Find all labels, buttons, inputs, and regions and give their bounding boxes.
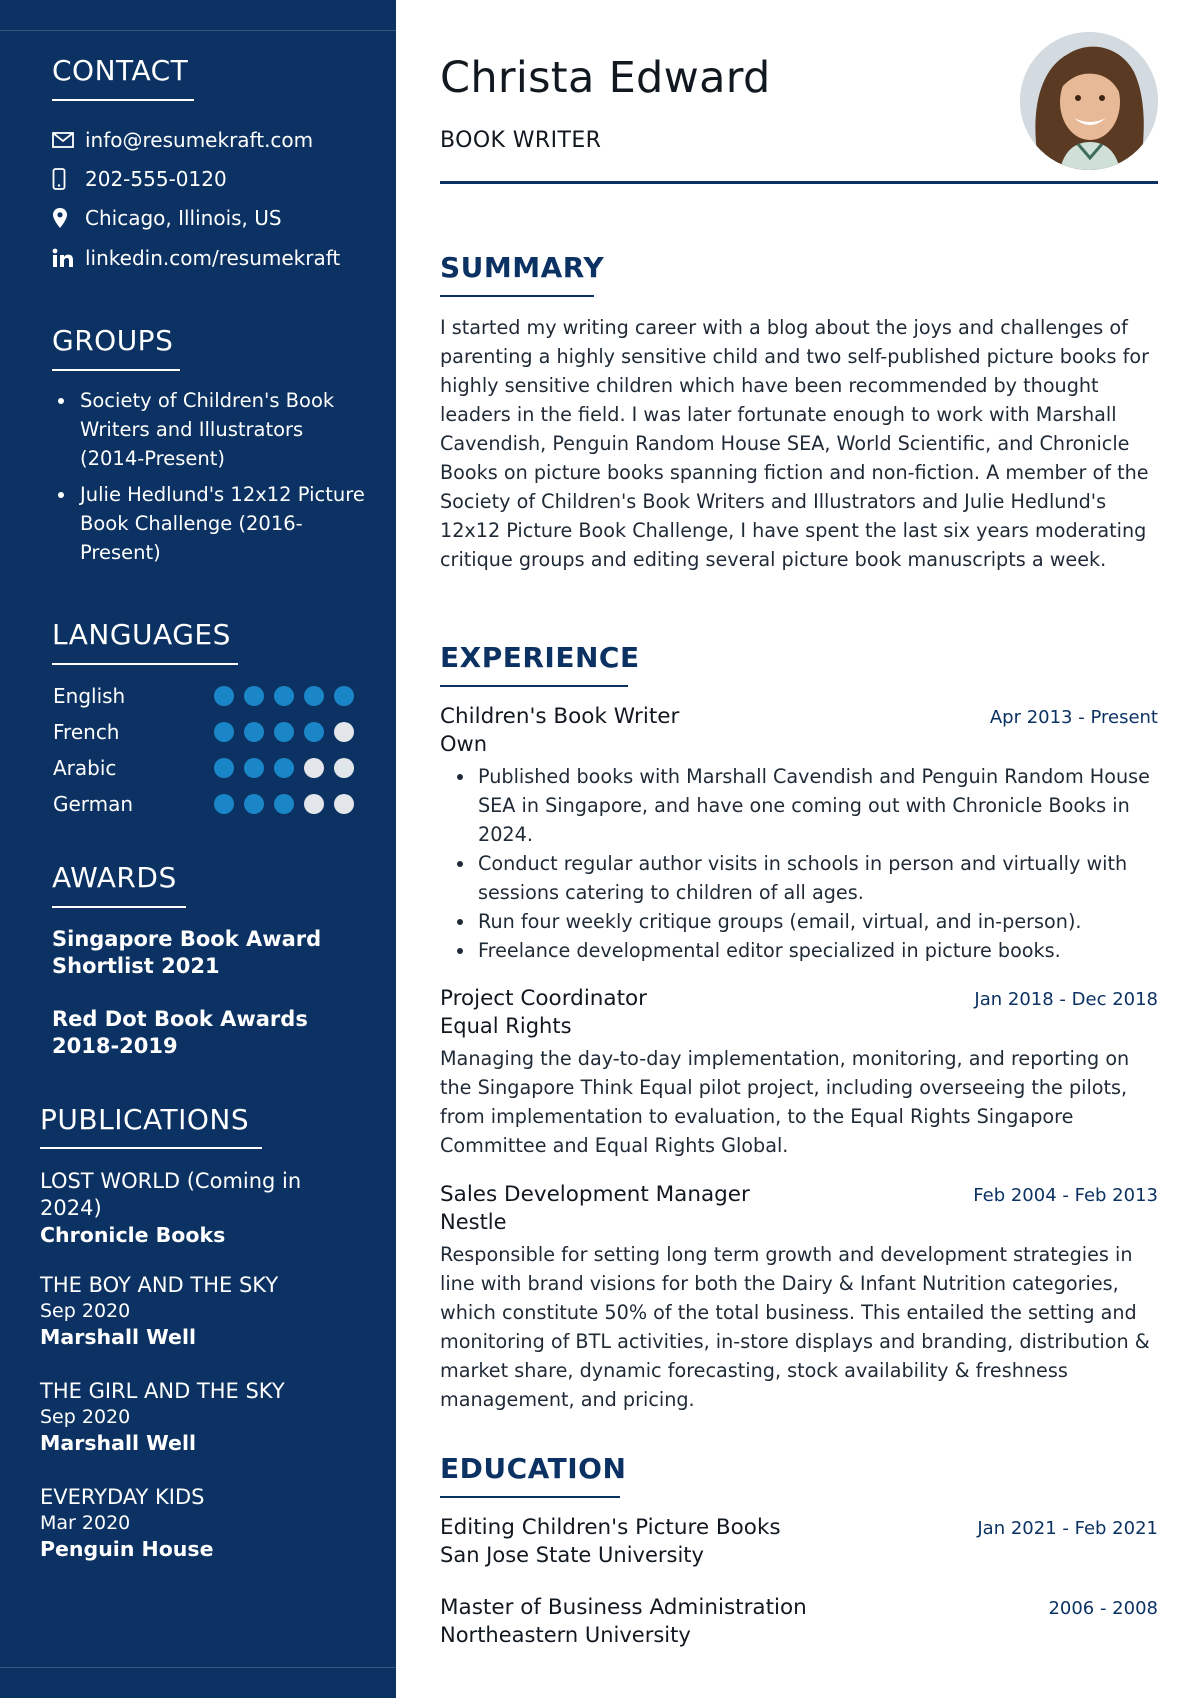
proficiency-dot-filled [244,722,264,742]
award-item: Red Dot Book Awards 2018-2019 [52,1007,308,1058]
proficiency-dot-filled [214,722,234,742]
linkedin-icon [52,247,76,269]
experience-job-description: Managing the day-to-day implementation, monitoring, and reporting on the Singapore Think Equal pilot project, including overseeing the pilots, from implementation to evaluation, to the Equal Rights Singapore Committee and Equal Rights Global. [440,1047,1130,1157]
contact-phone-text: 202-555-0120 [85,167,227,191]
experience-bullets [440,762,1158,965]
proficiency-dot-empty [334,722,354,742]
proficiency-dot-filled [244,794,264,814]
languages-underline [52,663,238,665]
groups-heading: GROUPS [52,324,174,357]
publication-publisher: Marshall Well [40,1431,197,1455]
contact-email[interactable] [52,128,313,152]
candidate-name: Christa Edward [440,53,771,103]
mail-icon [52,129,76,151]
groups-underline [52,369,180,371]
contact-email-text: info@resumekraft.com [85,128,314,152]
language-name: German [53,792,134,816]
publication-title: THE GIRL AND THE SKY [40,1379,285,1403]
contact-location-text: Chicago, Illinois, US [85,206,282,230]
publications-heading: PUBLICATIONS [40,1103,250,1136]
proficiency-dot-filled [274,794,294,814]
proficiency-dot-filled [304,686,324,706]
sidebar-top-divider [0,30,396,31]
list-item: Published books with Marshall Cavendish and Penguin Random House SEA in Singapore, and have one coming out with Chronicle Books in 2024. [440,762,1158,849]
language-name: Arabic [53,756,117,780]
experience-job-title: Sales Development Manager [440,1182,750,1207]
proficiency-dots [214,686,354,706]
education-school: San Jose State University [440,1543,704,1567]
contact-heading: CONTACT [52,54,189,87]
awards-heading: AWARDS [52,861,177,894]
contact-location [52,206,282,230]
language-row [53,753,363,783]
list-item: Conduct regular author visits in schools in person and virtually with sessions catering to children of all ages. [440,849,1158,907]
proficiency-dot-filled [274,758,294,778]
location-icon [52,207,76,229]
publication-date: Sep 2020 [40,1406,131,1428]
phone-icon [52,168,76,190]
contact-linkedin-text: linkedin.com/resumekraft [85,246,341,270]
publication-item [40,1168,360,1249]
publication-date: Sep 2020 [40,1300,131,1322]
experience-job-date: Jan 2018 - Dec 2018 [974,989,1158,1010]
experience-heading: EXPERIENCE [440,641,640,674]
contact-linkedin[interactable] [52,246,340,270]
publication-title: LOST WORLD (Coming in 2024) [40,1169,302,1220]
experience-job-description: Responsible for setting long term growth and development strategies in line with brand visions for both the Dairy & Infant Nutrition categories, which constitute 50% of the total business. This entailed the setting and monitoring of BTL activities, in-store displays and branding, distribution & market share, dynamic forecasting, stock availability & freshness management, and pricing. [440,1243,1150,1411]
proficiency-dot-filled [214,794,234,814]
proficiency-dot-empty [304,794,324,814]
publication-item [40,1484,360,1563]
education-underline [440,1496,620,1498]
languages-heading: LANGUAGES [52,618,231,651]
list-item: Society of Children's Book Writers and Illustrators (2014-Present) [52,386,372,473]
education-degree: Master of Business Administration [440,1595,807,1620]
proficiency-dots [214,794,354,814]
language-row [53,717,363,747]
education-school: Northeastern University [440,1623,691,1647]
proficiency-dot-empty [334,758,354,778]
summary-underline [440,295,594,297]
education-date: Jan 2021 - Feb 2021 [977,1518,1158,1539]
publication-date: Mar 2020 [40,1512,131,1534]
list-item: Freelance developmental editor specialized in picture books. [440,936,1158,965]
job-title: BOOK WRITER [440,128,602,153]
language-row [53,681,363,711]
proficiency-dot-filled [214,758,234,778]
award-item: Singapore Book Award Shortlist 2021 [52,927,322,978]
experience-job-org: Nestle [440,1210,507,1234]
proficiency-dot-filled [304,722,324,742]
proficiency-dot-empty [334,794,354,814]
publication-publisher: Marshall Well [40,1325,197,1349]
publication-publisher: Chronicle Books [40,1223,226,1247]
publications-underline [40,1147,262,1149]
list-item: Run four weekly critique groups (email, virtual, and in-person). [440,907,1158,936]
sidebar-bottom-divider [0,1667,396,1668]
avatar [1020,32,1158,170]
proficiency-dot-filled [334,686,354,706]
publication-item [40,1378,360,1457]
proficiency-dot-filled [214,686,234,706]
publication-item [40,1272,360,1351]
language-name: English [53,684,126,708]
proficiency-dot-filled [274,686,294,706]
contact-underline [52,99,194,101]
proficiency-dot-filled [244,758,264,778]
contact-phone[interactable] [52,167,227,191]
publication-publisher: Penguin House [40,1537,214,1561]
experience-job-date: Apr 2013 - Present [989,707,1158,728]
education-date: 2006 - 2008 [1048,1598,1158,1619]
language-name: French [53,720,120,744]
experience-job-org: Equal Rights [440,1014,572,1038]
list-item: Julie Hedlund's 12x12 Picture Book Challenge (2016-Present) [52,480,372,567]
publication-title: THE BOY AND THE SKY [40,1273,279,1297]
proficiency-dot-filled [274,722,294,742]
proficiency-dot-filled [244,686,264,706]
awards-underline [52,906,186,908]
summary-text: I started my writing career with a blog about the joys and challenges of parenting a highly sensitive child and two self-published picture books for highly sensitive children which have been recommended by thought leaders in the field. I was later fortunate enough to work with Marshall Cavendish, Penguin Random House SEA, World Scientific, and Chronicle Books on picture books spanning fiction and non-fiction. A member of the Society of Children's Book Writers and Illustrators and Julie Hedlund's 12x12 Picture Book Challenge, I have spent the last six years moderating critique groups and editing several picture book manuscripts a week. [440,316,1149,571]
header-divider [440,181,1158,184]
proficiency-dots [214,758,354,778]
experience-job-date: Feb 2004 - Feb 2013 [973,1185,1158,1206]
education-heading: EDUCATION [440,1452,627,1485]
proficiency-dots [214,722,354,742]
proficiency-dot-empty [304,758,324,778]
experience-job-title: Children's Book Writer [440,704,680,729]
experience-underline [440,685,628,687]
experience-job-org: Own [440,732,488,756]
education-degree: Editing Children's Picture Books [440,1515,781,1540]
sidebar [0,0,396,1698]
summary-heading: SUMMARY [440,251,605,284]
publication-title: EVERYDAY KIDS [40,1485,205,1509]
groups-list [52,386,372,574]
language-row [53,789,363,819]
experience-job-title: Project Coordinator [440,986,648,1011]
